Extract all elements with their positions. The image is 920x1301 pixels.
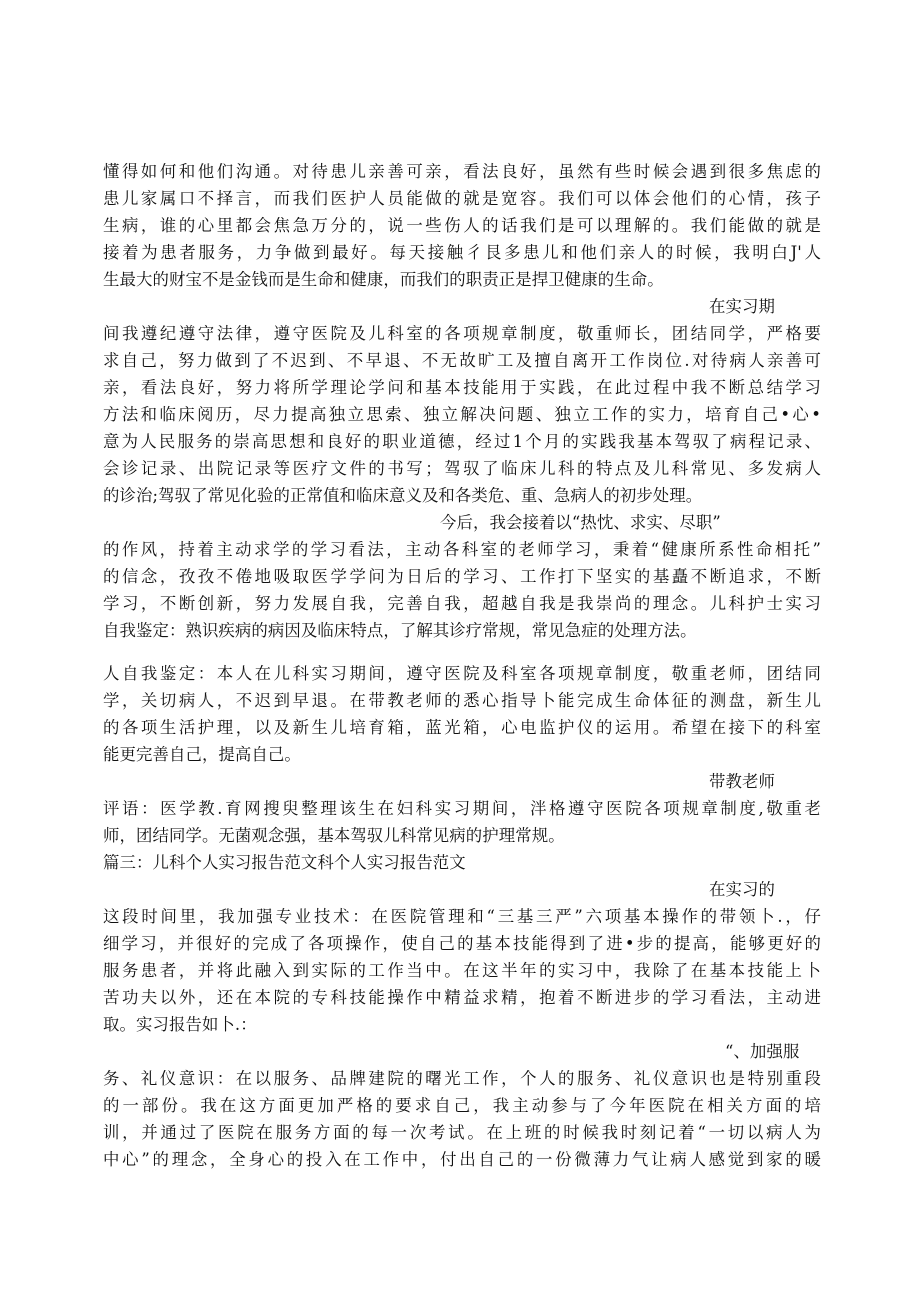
text-line: 间我遵纪遵守法律，遵守医院及儿科室的各项规章制度，敬重师长，团结同学，严格要 [103,324,821,343]
text-line: 人自我鉴定：本人在儿科实习期间，遵守医院及科室各项规章制度，敬重老师，团结同 [103,664,821,683]
text-line: 今后，我会接着以“热忱、求实、尽职” [440,513,721,532]
text-line: 在实习的 [709,880,775,899]
text-line: 求自己，努力做到了不迟到、不早退、不无故旷工及擅自离开工作岗位.对待病人亲善可 [103,351,821,370]
text-line: 务、礼仪意识：在以服务、品牌建院的曙光工作，个人的服务、礼仪意识也是特别重段 [103,1069,821,1088]
text-line: 学习，不断创新，努力发展自我，完善自我，超越自我是我崇尚的理念。儿科护士实习 [103,594,821,613]
text-line: 亲，看法良好，努力将所学理论学问和基本技能用于实践，在此过程中我不断总结学习 [103,378,821,397]
text-line: 的一部份。我在这方面更加严格的要求自己，我主动参与了今年医院在相关方面的培 [103,1096,821,1115]
text-line: 苦功夫以外，还在本院的专科技能操作中精益求精，抱着不断进步的学习看法，主动进 [103,988,821,1007]
text-line: 师，团结同学。无菌观念强，基本驾驭儿科常见病的护理常规。 [103,826,565,845]
text-line: “、加强服 [725,1042,800,1061]
text-line: 在实习期 [709,297,775,316]
text-line: 这段时间里，我加强专业技术：在医院管理和“三基三严”六项基本操作的带领卜.，仔 [103,907,821,926]
text-line: 的诊治;驾驭了常见化验的正常值和临床意义及和各类危、重、急病人的初步处理。 [103,486,703,505]
text-line: 取。实习报告如卜.： [103,1015,257,1034]
text-line: 的各项生活护理，以及新生儿培育箱，蓝光箱，心电监护仪的运用。希望在接下的科室 [103,718,821,737]
text-line: 能更完善自己，提高自己。 [103,745,301,764]
text-line: 评语：医学教.育网搜臾整理该生在妇科实习期间，泮格遵守医院各项规章制度,敬重老 [103,799,821,818]
text-line: 自我鉴定：熟识疾病的病因及临床特点，了解其诊疗常规，常见急症的处理方法。 [103,621,697,640]
text-line: 患儿家属口不择言，而我们医护人员能做的就是宽容。我们可以体会他们的心情，孩子 [103,189,821,208]
text-line: 生病，谁的心里都会焦急万分的，说一些伤人的话我们是可以理解的。我们能做的就是 [103,216,821,235]
text-line: 服务患者，并将此融入到实际的工作当中。在这半年的实习中，我除了在基本技能上卜 [103,961,821,980]
text-line: 意为人民服务的崇高思想和良好的职业道德，经过1个月的实践我基本驾驭了病程记录、 [103,432,821,451]
text-line: 会诊记录、出院记录等医疗文件的书写；驾驭了临床儿科的特点及儿科常见、多发病人 [103,459,821,478]
section-heading: 篇三：儿科个人实习报告范文科个人实习报告范文 [103,853,466,872]
text-line: 接着为患者服务，力争做到最好。每天接触彳艮多患儿和他们亲人的时候，我明白J'人 [103,243,821,262]
text-line: 懂得如何和他们沟通。对待患儿亲善可亲，看法良好，虽然有些时候会遇到很多焦虑的 [103,162,821,181]
text-line: 细学习，并很好的完成了各项操作，使自己的基本技能得到了进•步的提高，能够更好的 [103,934,821,953]
text-line: 方法和临床阅历，尽力提高独立思索、独立解决问题、独立工作的实力，培育自己•心• [103,405,821,424]
text-line: 带教老师 [709,772,775,791]
text-line: 生最大的财宝不是金钱而是生命和健康，而我们的职责正是捍卫健康的生命。 [103,270,664,289]
text-line: 学，关切病人，不迟到早退。在带教老师的悉心指导卜能完成生命体征的测盘，新生儿 [103,691,821,710]
text-line: 中心”的理念，全身心的投入在工作中，付出自己的一份微薄力气让病人感觉到家的暖 [103,1150,821,1169]
text-line: 训，并通过了医院在服务方面的每一次考试。在上班的时候我时刻记着“一切以病人为 [103,1123,821,1142]
text-line: 的信念，孜孜不倦地吸取医学学问为日后的学习、工作打下坚实的基矗不断追求，不断 [103,567,821,586]
text-line: 的作风，持着主动求学的学习看法，主动各科室的老师学习，秉着“健康所系性命相托” [103,540,821,559]
